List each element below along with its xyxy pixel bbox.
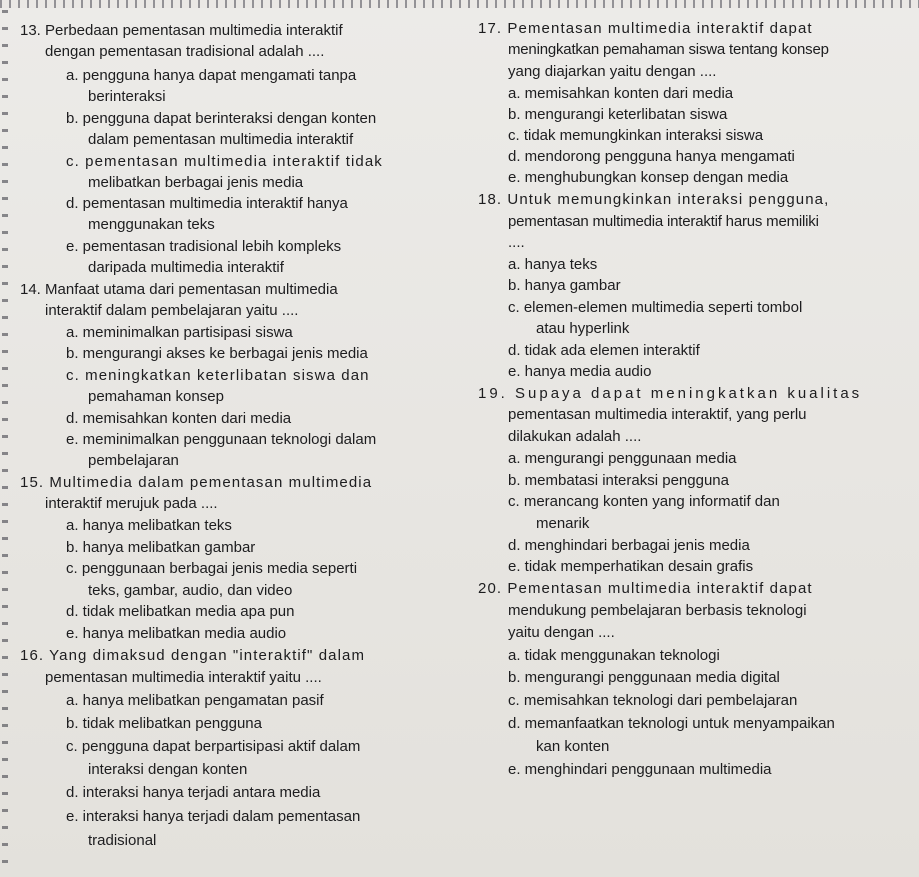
question-18-option-a: a. hanya teks [508,256,598,273]
question-14-option-c: pemahaman konsep [88,388,224,405]
question-13-stem: dengan pementasan tradisional adalah .... [45,43,325,60]
question-19-option-b: b. membatasi interaksi pengguna [508,472,729,489]
question-13-option-e: e. pementasan tradisional lebih kompleks [66,238,342,255]
question-13-option-c: c. pementasan multimedia interaktif tidak [66,153,383,170]
question-20-stem: mendukung pembelajaran berbasis teknologi [508,602,807,619]
question-18-option-c: c. elemen-elemen multimedia seperti tombol [508,299,803,316]
question-14-option-b: b. mengurangi akses ke berbagai jenis media [66,345,368,362]
question-19-option-c: c. merancang konten yang informatif dan [508,493,780,510]
question-15-stem: interaktif merujuk pada .... [45,495,218,512]
question-18-option-c: atau hyperlink [536,320,630,337]
question-15-option-a: a. hanya melibatkan teks [66,517,232,534]
question-14-stem: 14. Manfaat utama dari pementasan multimedia [20,281,338,298]
question-19-option-d: d. menghindari berbagai jenis media [508,537,750,554]
question-15-option-e: e. hanya melibatkan media audio [66,625,287,642]
question-18-stem: .... [508,234,525,251]
question-18-stem: pementasan multimedia interaktif harus memiliki [508,213,819,230]
question-13-option-a: a. pengguna hanya dapat mengamati tanpa [66,67,357,84]
question-13-stem: Perbedaan pementasan multimedia interaktif [45,22,343,39]
question-17-option-e: e. menghubungkan konsep dengan media [508,169,789,186]
question-18-stem: 18. Untuk memungkinkan interaksi pengguna, [478,191,830,208]
question-15-stem: 15. Multimedia dalam pementasan multimedia [20,474,373,491]
question-17-option-b: b. mengurangi keterlibatan siswa [508,106,728,123]
question-16-option-c: c. pengguna dapat berpartisipasi aktif dalam [66,738,361,755]
question-13-option-d: menggunakan teks [88,216,215,233]
question-15-option-c: c. penggunaan berbagai jenis media seperti [66,560,358,577]
question-13-option-b: b. pengguna dapat berinteraksi dengan konten [66,110,377,127]
question-19-stem: 19. Supaya dapat meningkatkan kualitas [478,385,863,402]
question-16-stem: pementasan multimedia interaktif yaitu .... [45,669,322,686]
question-15-option-c: teks, gambar, audio, dan video [88,582,293,599]
question-14-stem: interaktif dalam pembelajaran yaitu .... [45,302,299,319]
question-14-option-e: pembelajaran [88,452,179,469]
question-13-option-b: dalam pementasan multimedia interaktif [88,131,354,148]
question-13-option-e: daripada multimedia interaktif [88,259,284,276]
question-20-option-a: a. tidak menggunakan teknologi [508,647,720,664]
question-17-stem: 17. Pementasan multimedia interaktif dapat [478,20,813,37]
question-20-option-b: b. mengurangi penggunaan media digital [508,669,780,686]
question-20-stem: 20. Pementasan multimedia interaktif dapat [478,580,813,597]
question-20-option-d: d. memanfaatkan teknologi untuk menyampaikan [508,715,835,732]
question-16-option-c: interaksi dengan konten [88,761,248,778]
question-19-option-e: e. tidak memperhatikan desain grafis [508,558,754,575]
question-16-option-b: b. tidak melibatkan pengguna [66,715,262,732]
question-13-option-c: melibatkan berbagai jenis media [88,174,304,191]
question-13-number: 13. [20,22,41,39]
question-17-option-c: c. tidak memungkinkan interaksi siswa [508,127,764,144]
question-17-option-d: d. mendorong pengguna hanya mengamati [508,148,795,165]
question-20-option-c: c. memisahkan teknologi dari pembelajaran [508,692,798,709]
question-16-stem: 16. Yang dimaksud dengan "interaktif" dalam [20,647,366,664]
question-14-option-e: e. meminimalkan penggunaan teknologi dalam [66,431,377,448]
question-20-stem: yaitu dengan .... [508,624,615,641]
question-18-option-e: e. hanya media audio [508,363,652,380]
question-18-option-d: d. tidak ada elemen interaktif [508,342,700,359]
question-19-stem: pementasan multimedia interaktif, yang perlu [508,406,807,423]
question-18-option-b: b. hanya gambar [508,277,621,294]
question-16-option-e: tradisional [88,832,157,849]
question-19-option-a: a. mengurangi penggunaan media [508,450,737,467]
question-14-option-c: c. meningkatkan keterlibatan siswa dan [66,367,370,384]
question-17-stem: meningkatkan pemahaman siswa tentang konsep [508,41,829,58]
question-20-option-d: kan konten [536,738,610,755]
question-19-stem: dilakukan adalah .... [508,428,642,445]
binding-edge [0,0,919,8]
question-13-option-d: d. pementasan multimedia interaktif hanya [66,195,348,212]
question-13-option-a: berinteraksi [88,88,166,105]
question-17-stem: yang diajarkan yaitu dengan .... [508,63,717,80]
question-14-option-a: a. meminimalkan partisipasi siswa [66,324,293,341]
binding-holes [2,10,8,870]
question-20-option-e: e. menghindari penggunaan multimedia [508,761,772,778]
question-19-option-c: menarik [536,515,590,532]
question-17-option-a: a. memisahkan konten dari media [508,85,734,102]
question-16-option-e: e. interaksi hanya terjadi dalam pementasan [66,808,361,825]
question-15-option-d: d. tidak melibatkan media apa pun [66,603,295,620]
question-15-option-b: b. hanya melibatkan gambar [66,539,256,556]
question-16-option-d: d. interaksi hanya terjadi antara media [66,784,321,801]
question-14-option-d: d. memisahkan konten dari media [66,410,292,427]
question-16-option-a: a. hanya melibatkan pengamatan pasif [66,692,324,709]
